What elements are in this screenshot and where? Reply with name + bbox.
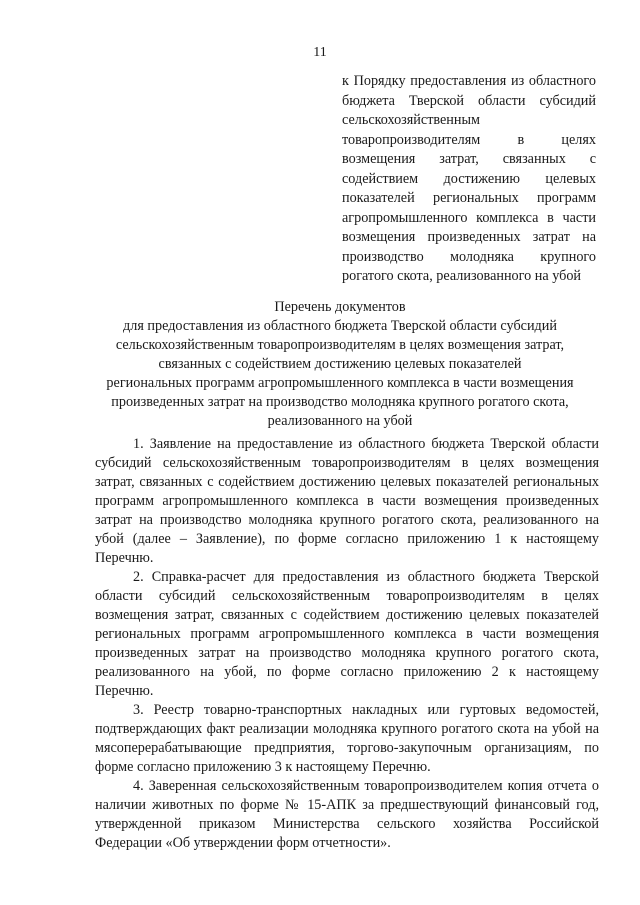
document-list <box>95 435 599 853</box>
title-line: региональных программ агропромышленного комплекса в части возмещения <box>106 375 574 391</box>
page-number: 11 <box>313 45 327 60</box>
list-item-3: 3. Реестр товарно-транспортных накладных или гуртовых ведомостей, подтверждающих факт реализации молодняка крупного рогатого скота на убой на мясоперерабатывающие предприятия, торгово-закупочным организациям, по форме согласно приложению 3 к настоящему Перечню. <box>95 702 599 775</box>
list-item-2: 2. Справка-расчет для предоставления из областного бюджета Тверской области субсидий сельскохозяйственным товаропроизводителям в целях возмещения затрат, связанных с содействием достижению целевых показателей региональных программ агропромышленного комплекса в части возмещения произведенных затрат на производство молодняка крупного рогатого скота, реализованного на убой, по форме согласно приложению 2 к настоящему Перечню. <box>95 569 599 699</box>
title-line: сельскохозяйственным товаропроизводителям в целях возмещения затрат, <box>115 337 565 353</box>
list-item-1: 1. Заявление на предоставление из областного бюджета Тверской области субсидий сельскохозяйственным товаропроизводителям в целях возмещения затрат, связанных с содействием достижению целевых показателей региональных программ агропромышленного комплекса в части возмещения произведенных затрат на производство молодняка крупного рогатого скота, реализованного на убой (далее – Заявление), по форме согласно приложению 1 к настоящему Перечню. <box>95 436 599 566</box>
appendix-header-note: к Порядку предоставления из областного бюджета Тверской области субсидий сельскохозяйственным товаропроизводителям в целях возмещения затрат, связанных с содействием достижению целевых показателей региональных программ агропромышленного комплекса в части возмещения произведенных затрат на производство молодняка крупного рогатого скота, реализованного на убой <box>342 73 596 284</box>
title-line: произведенных затрат на производство молодняка крупного рогатого скота, <box>111 394 569 410</box>
title-line: связанных с содействием достижению целевых показателей <box>158 356 522 372</box>
title-line: для предоставления из областного бюджета Тверской области субсидий <box>123 318 557 334</box>
list-item-4: 4. Заверенная сельскохозяйственным товаропроизводителем копия отчета о наличии животных по форме № 15-АПК за предшествующий финансовый год, утвержденной приказом Министерства сельского хозяйства Российской Федерации «Об утверждении форм отчетности». <box>95 778 599 851</box>
document-title <box>80 298 600 431</box>
title-line: Перечень документов <box>274 299 406 315</box>
title-line: реализованного на убой <box>267 413 413 429</box>
